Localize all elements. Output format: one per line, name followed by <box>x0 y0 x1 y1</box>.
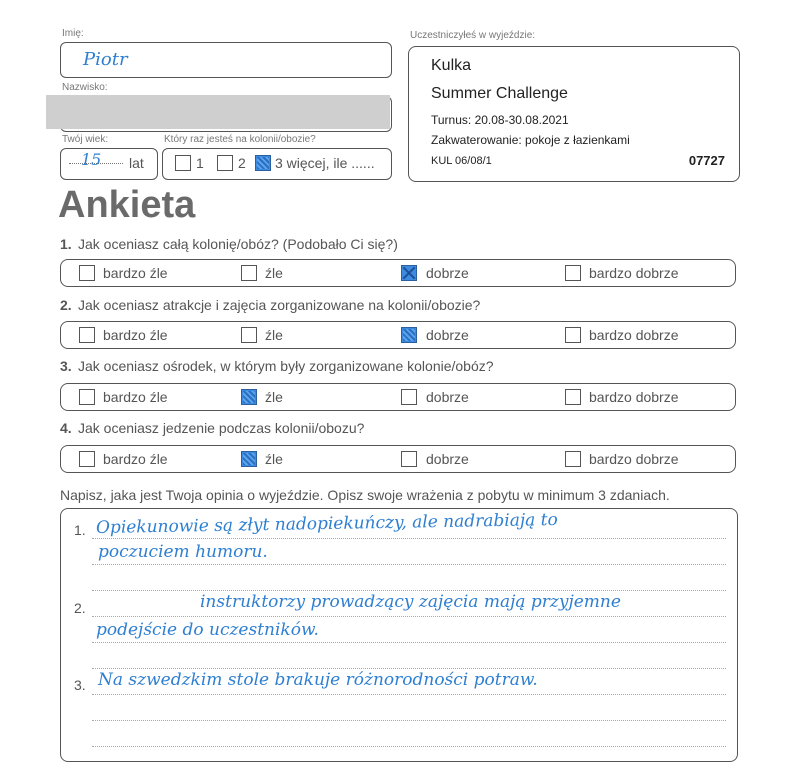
question-1-answers <box>60 259 736 287</box>
dotted-line <box>92 746 726 747</box>
q3-option-1-checkbox[interactable] <box>79 389 95 405</box>
dotted-line <box>92 538 726 539</box>
trip-turnus: Turnus: 20.08-30.08.2021 <box>431 113 569 127</box>
trip-info-box <box>408 46 740 182</box>
question-4-number: 4. <box>60 420 72 436</box>
opinion-entry-1-line2: poczuciem humoru. <box>98 542 268 562</box>
q4-option-1-label: bardzo źle <box>103 451 168 467</box>
opinion-entry-3-line1: Na szwedzkim stole brakuje różnorodności potraw. <box>98 670 538 690</box>
trip-number: 07727 <box>688 153 725 168</box>
question-3-number: 3. <box>60 358 72 374</box>
q1-option-1-label: bardzo źle <box>103 265 168 281</box>
q2-option-3-label: dobrze <box>426 327 469 343</box>
opinion-entry-2-number: 2. <box>74 600 86 616</box>
opinion-prompt: Napisz, jaka jest Twoja opinia o wyjeździe. Opisz swoje wrażenia z pobytu w minimum 3 zdaniach. <box>60 487 670 503</box>
q2-option-3-checkbox[interactable] <box>401 327 417 343</box>
q4-option-2-checkbox[interactable] <box>241 451 257 467</box>
q4-option-3-label: dobrze <box>426 451 469 467</box>
q4-option-3-checkbox[interactable] <box>401 451 417 467</box>
name-field[interactable] <box>60 42 392 78</box>
question-2-text: Jak oceniasz atrakcje i zajęcia zorganizowane na kolonii/obozie? <box>78 297 481 313</box>
dotted-line <box>92 720 726 721</box>
q2-option-2-label: źle <box>265 327 283 343</box>
survey-title: Ankieta <box>58 184 196 226</box>
q2-option-1-label: bardzo źle <box>103 327 168 343</box>
q3-option-2-label: źle <box>265 389 283 405</box>
opinion-entry-1-line1: Opiekunowie są złyt nadopiekuńczy, ale nadrabiają to <box>95 509 558 539</box>
dotted-line <box>92 564 726 565</box>
visit-option-1: 1 <box>196 155 204 171</box>
opinion-entry-1-number: 1. <box>74 522 86 538</box>
question-3-text: Jak oceniasz ośrodek, w którym były zorganizowane kolonie/obóz? <box>78 358 494 374</box>
dotted-line <box>92 642 726 643</box>
age-field[interactable] <box>60 148 158 180</box>
q3-option-4-label: bardzo dobrze <box>589 389 679 405</box>
name-label: Imię: <box>62 28 84 39</box>
trip-code: KUL 06/08/1 <box>431 155 492 167</box>
q1-option-1-checkbox[interactable] <box>79 265 95 281</box>
question-2-number: 2. <box>60 297 72 313</box>
q4-option-4-label: bardzo dobrze <box>589 451 679 467</box>
opinion-entry-2-line1: instruktorzy prowadzący zajęcia mają przyjemne <box>200 592 621 612</box>
visit-option-3: 3 więcej, ile ...... <box>275 155 375 171</box>
trip-accommodation: Zakwaterowanie: pokoje z łazienkami <box>431 133 630 147</box>
q1-option-4-checkbox[interactable] <box>565 265 581 281</box>
q1-option-4-label: bardzo dobrze <box>589 265 679 281</box>
dotted-line <box>92 590 726 591</box>
q2-option-4-label: bardzo dobrze <box>589 327 679 343</box>
q4-option-1-checkbox[interactable] <box>79 451 95 467</box>
q2-option-1-checkbox[interactable] <box>79 327 95 343</box>
age-unit: lat <box>129 155 144 171</box>
visit-label: Który raz jesteś na kolonii/obozie? <box>164 134 316 145</box>
q3-option-1-label: bardzo źle <box>103 389 168 405</box>
question-4-text: Jak oceniasz jedzenie podczas kolonii/obozu? <box>78 420 365 436</box>
age-label: Twój wiek: <box>62 134 109 145</box>
question-1-number: 1. <box>60 236 72 252</box>
visit-checkbox-3[interactable] <box>255 155 271 171</box>
visit-field[interactable] <box>162 148 392 180</box>
q4-option-4-checkbox[interactable] <box>565 451 581 467</box>
question-1-text: Jak oceniasz całą kolonię/obóz? (Podobało Ci się?) <box>78 236 398 252</box>
q3-option-3-checkbox[interactable] <box>401 389 417 405</box>
visit-checkbox-1[interactable] <box>175 155 191 171</box>
age-value: 15 <box>81 150 102 169</box>
dotted-line <box>92 694 726 695</box>
dotted-line <box>92 616 726 617</box>
trip-title-line2: Summer Challenge <box>431 85 568 102</box>
visit-checkbox-2[interactable] <box>217 155 233 171</box>
question-2-answers <box>60 321 736 349</box>
question-4-answers <box>60 445 736 473</box>
q1-option-3-checkbox[interactable] <box>401 265 417 281</box>
q2-option-2-checkbox[interactable] <box>241 327 257 343</box>
opinion-entry-2-line2: podejście do uczestników. <box>96 620 319 640</box>
visit-option-2: 2 <box>238 155 246 171</box>
surname-label: Nazwisko: <box>62 82 108 93</box>
q1-option-2-checkbox[interactable] <box>241 265 257 281</box>
q3-option-4-checkbox[interactable] <box>565 389 581 405</box>
q1-option-2-label: źle <box>265 265 283 281</box>
q2-option-4-checkbox[interactable] <box>565 327 581 343</box>
q3-option-2-checkbox[interactable] <box>241 389 257 405</box>
q3-option-3-label: dobrze <box>426 389 469 405</box>
redaction-block <box>46 95 390 129</box>
question-3-answers <box>60 383 736 411</box>
trip-label: Uczestniczyłeś w wyjeździe: <box>410 30 536 41</box>
q1-option-3-label: dobrze <box>426 265 469 281</box>
trip-title-line1: Kulka <box>431 57 472 74</box>
q4-option-2-label: źle <box>265 451 283 467</box>
dotted-line <box>92 668 726 669</box>
opinion-entry-3-number: 3. <box>74 677 86 693</box>
name-value: Piotr <box>83 49 128 70</box>
